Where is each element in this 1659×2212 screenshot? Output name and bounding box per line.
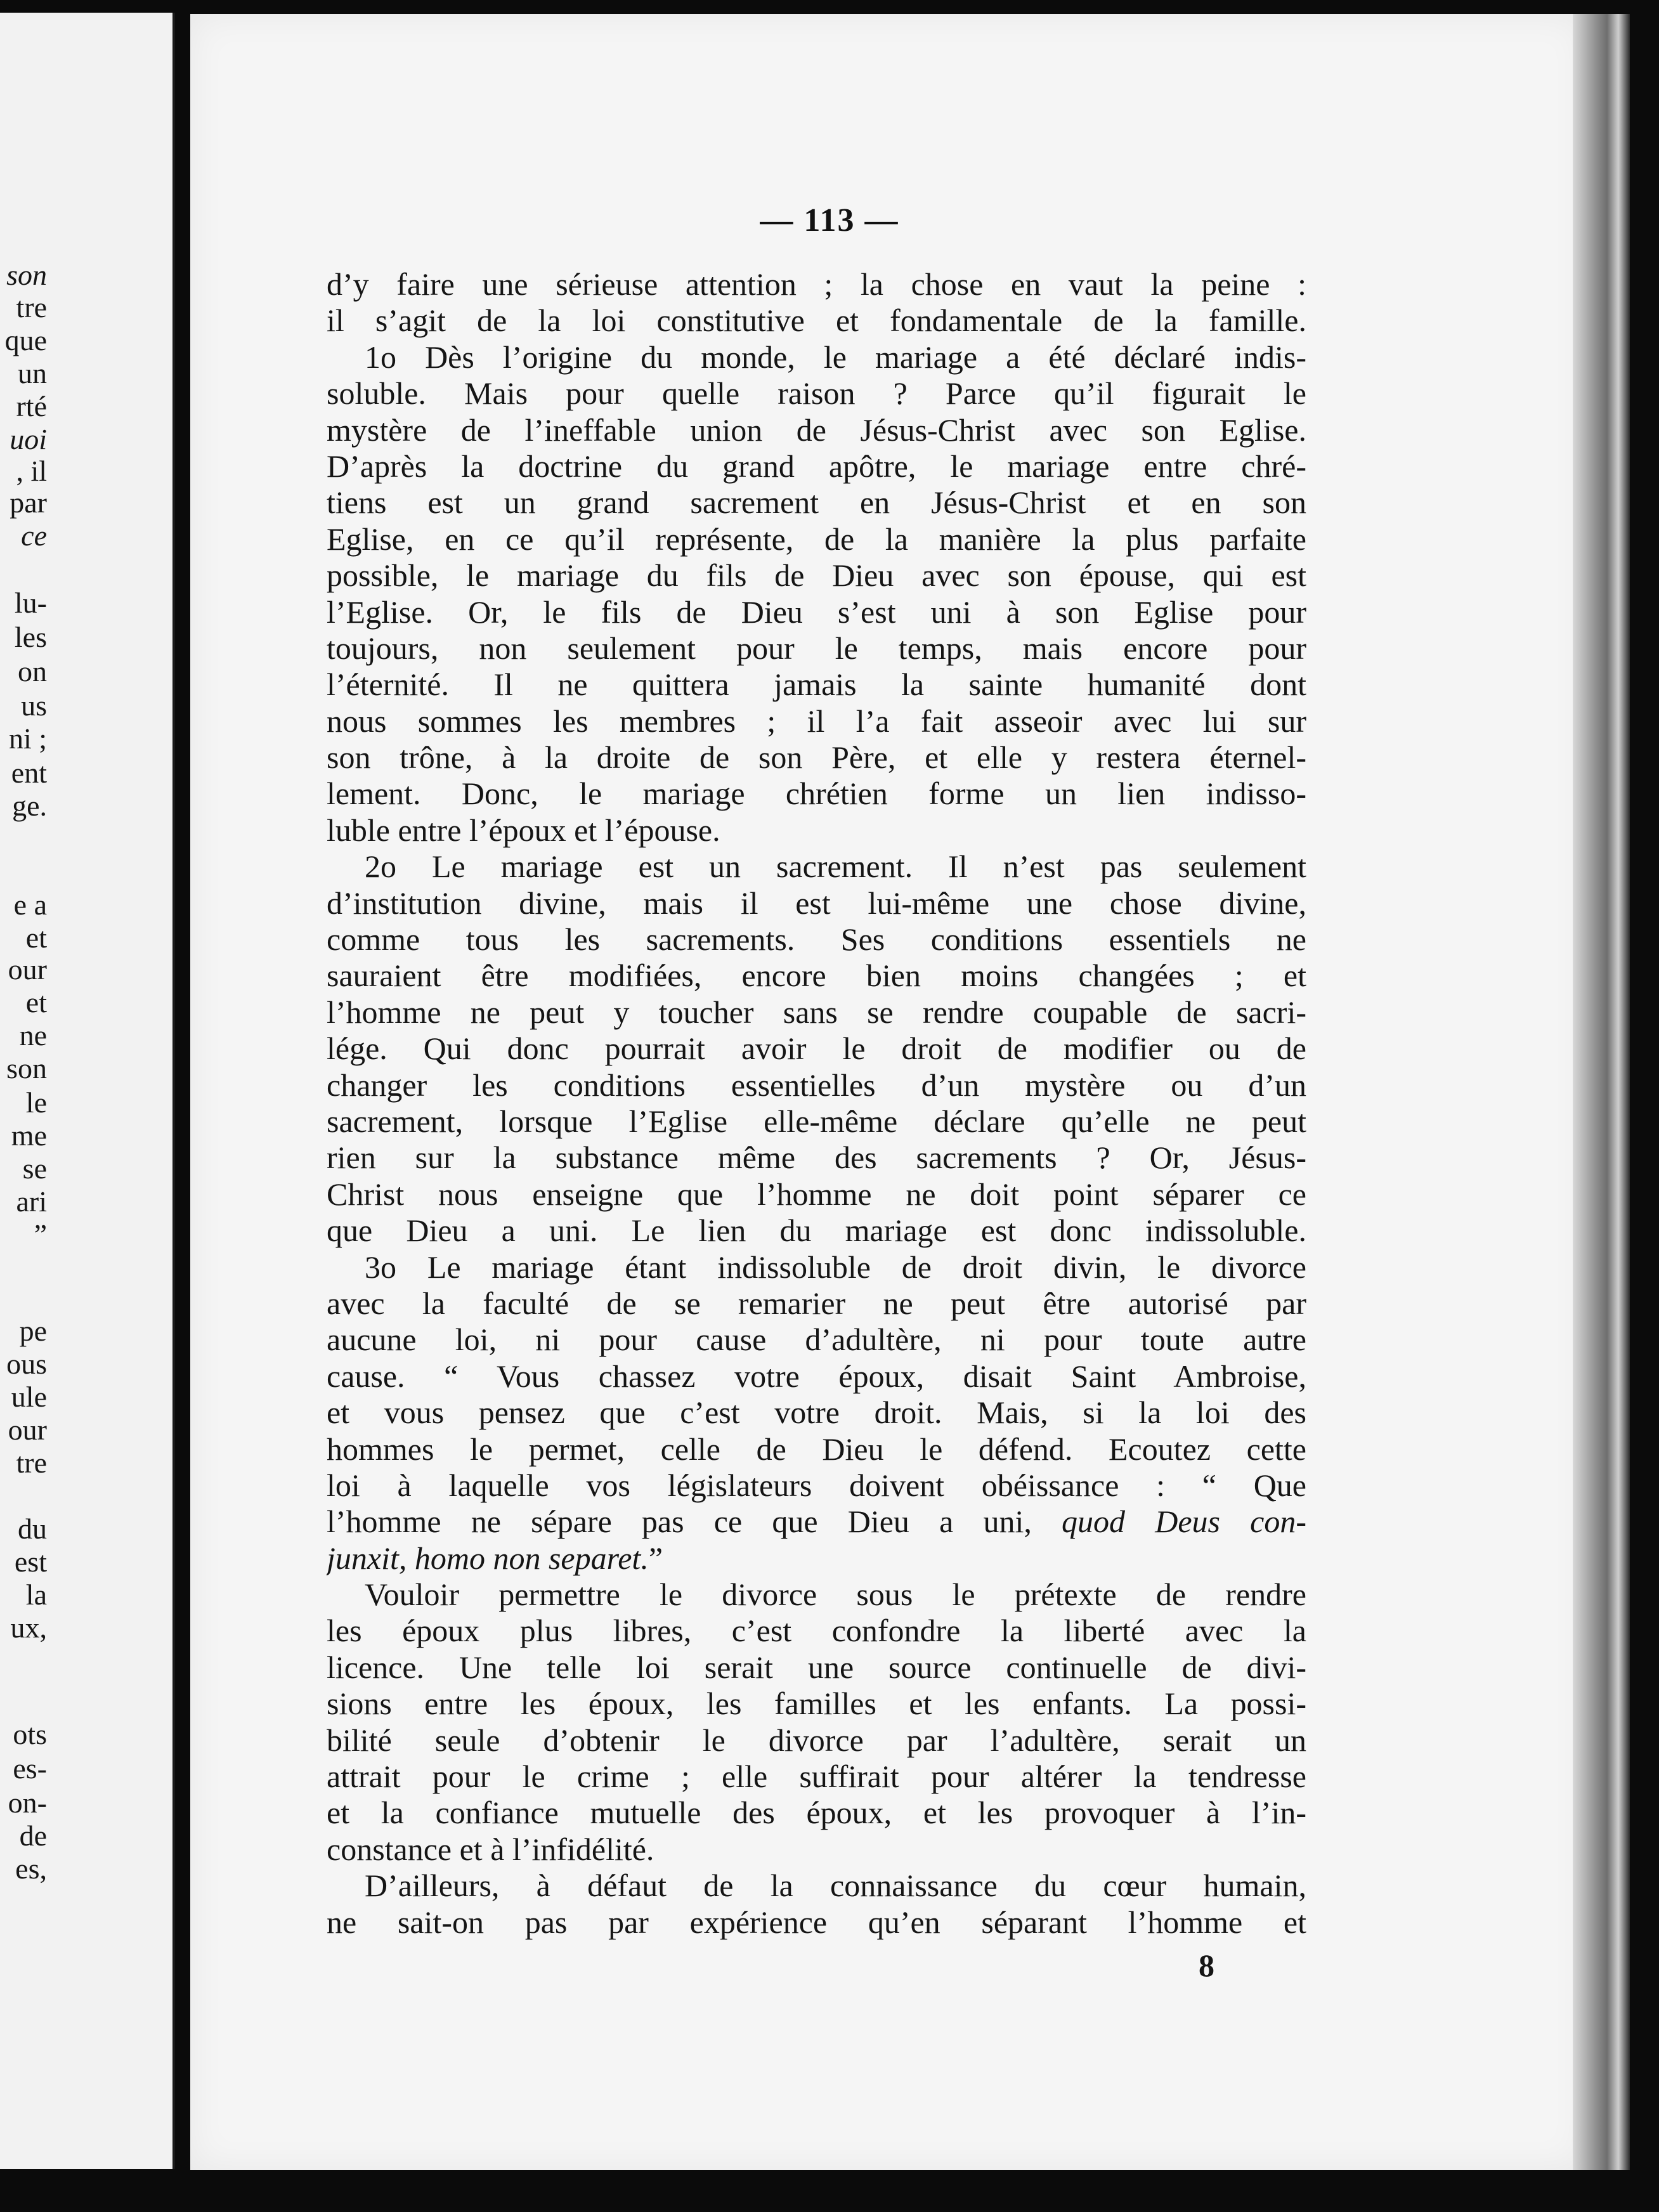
margin-fragment: un: [18, 357, 47, 389]
line-text: sauraient être modifiées, encore bien moins changées ; et: [327, 958, 1306, 994]
margin-fragment: est: [14, 1545, 47, 1578]
text-line: [327, 1577, 1306, 1613]
line-text: cause. “ Vous chassez votre époux, disait Saint Ambroise,: [327, 1358, 1306, 1394]
line-text: sions entre les époux, les familles et les enfants. La possi-: [327, 1686, 1306, 1722]
page-edge-shadow: [1573, 14, 1630, 2170]
text-line: [327, 921, 1306, 958]
text-line: [327, 1285, 1306, 1322]
text-line: [327, 521, 1306, 557]
line-text: possible, le mariage du fils de Dieu avec son épouse, qui est: [327, 557, 1306, 594]
line-text: d’institution divine, mais il est lui-même une chose divine,: [327, 885, 1306, 921]
text-line: [327, 557, 1306, 594]
margin-fragment: on: [18, 655, 47, 687]
margin-fragment: lu-: [14, 587, 47, 619]
text-line: [327, 1649, 1306, 1686]
text-line: [327, 703, 1306, 739]
margin-fragment: e a: [13, 888, 47, 921]
text-line: [327, 1759, 1306, 1795]
line-text: hommes le permet, celle de Dieu le défend. Ecoutez cette: [327, 1431, 1306, 1467]
text-line: [327, 375, 1306, 412]
text-line: [327, 594, 1306, 630]
line-text: tiens est un grand sacrement en Jésus-Christ et en son: [327, 485, 1306, 521]
line-text: il s’agit de la loi constitutive et fondamentale de la famille.: [327, 303, 1306, 339]
text-line: [327, 994, 1306, 1031]
line-text: d’y faire une sérieuse attention ; la chose en vaut la peine :: [327, 266, 1306, 302]
text-line: [327, 1031, 1306, 1067]
line-text: changer les conditions essentielles d’un mystère ou d’un: [327, 1067, 1306, 1103]
margin-fragment: ce: [21, 519, 47, 552]
signature-mark: 8: [1199, 1948, 1214, 1983]
text-line: [327, 303, 1306, 339]
line-text: lement. Donc, le mariage chrétien forme un lien indisso-: [327, 776, 1306, 812]
text-line: [327, 1395, 1306, 1431]
line-text: ne sait-on pas par expérience qu’en séparant l’homme et: [327, 1904, 1306, 1940]
line-text: D’ailleurs, à défaut de la connaissance du cœur humain,: [365, 1868, 1306, 1904]
margin-fragment: par: [10, 486, 47, 519]
margin-fragment: ule: [11, 1381, 47, 1413]
facing-page-fragment: [0, 13, 175, 2169]
margin-fragment: le: [25, 1086, 47, 1119]
line-text: aucune loi, ni pour cause d’adultère, ni pour toute autre: [327, 1322, 1306, 1358]
line-tail: ”: [648, 1540, 663, 1576]
page-body-text: [327, 266, 1306, 1941]
line-text: 3o Le mariage étant indissoluble de droit divin, le divorce: [365, 1249, 1306, 1285]
line-text: l’Eglise. Or, le fils de Dieu s’est uni à son Eglise pour: [327, 594, 1306, 630]
margin-fragment: tre: [16, 1447, 47, 1479]
text-line: [327, 1249, 1306, 1285]
margin-fragment: our: [8, 953, 47, 986]
margin-fragment: les: [14, 621, 47, 653]
text-line: [327, 1176, 1306, 1213]
margin-fragment: se: [22, 1152, 47, 1185]
margin-fragment: on-: [8, 1786, 47, 1819]
line-text: que Dieu a uni. Le lien du mariage est donc indissoluble.: [327, 1213, 1306, 1249]
text-line: [327, 1431, 1306, 1467]
text-line: [327, 1904, 1306, 1941]
margin-fragment: la: [25, 1578, 47, 1611]
margin-fragment: es,: [15, 1852, 47, 1885]
margin-fragment: que: [4, 324, 47, 356]
margin-fragment: et: [25, 986, 47, 1018]
line-text: mystère de l’ineffable union de Jésus-Christ avec son Eglise.: [327, 412, 1306, 448]
text-line: [327, 776, 1306, 812]
line-text: D’après la doctrine du grand apôtre, le mariage entre chré-: [327, 448, 1306, 484]
line-text: soluble. Mais pour quelle raison ? Parce qu’il figurait le: [327, 375, 1306, 412]
line-text: toujours, non seulement pour le temps, mais encore pour: [327, 630, 1306, 666]
margin-fragment: ge.: [12, 790, 47, 822]
margin-fragment: tre: [16, 291, 47, 323]
margin-fragment: du: [18, 1513, 47, 1545]
line-text: Vouloir permettre le divorce sous le prétexte de rendre: [365, 1577, 1306, 1613]
line-text: 2o Le mariage est un sacrement. Il n’est pas seulement: [365, 849, 1306, 885]
text-line: [327, 485, 1306, 521]
line-text: licence. Une telle loi serait une source continuelle de divi-: [327, 1649, 1306, 1685]
line-text: attrait pour le crime ; elle suffirait pour altérer la tendresse: [327, 1759, 1306, 1795]
line-text: constance et à l’infidélité.: [327, 1831, 654, 1867]
line-text: avec la faculté de se remarier ne peut être autorisé par: [327, 1285, 1306, 1321]
margin-fragment: ent: [11, 757, 47, 789]
margin-fragment: et: [25, 921, 47, 954]
margin-fragment: rté: [16, 390, 47, 422]
line-text: son trône, à la droite de son Père, et elle y restera éternel-: [327, 739, 1306, 776]
text-line: [327, 1831, 1306, 1868]
line-text: bilité seule d’obtenir le divorce par l’adultère, serait un: [327, 1722, 1306, 1758]
text-line: [327, 958, 1306, 994]
text-line: [327, 1868, 1306, 1904]
line-text: 1o Dès l’origine du monde, le mariage a été déclaré indis-: [365, 339, 1306, 375]
margin-fragment: son: [6, 1052, 47, 1084]
line-text: l’éternité. Il ne quittera jamais la sainte humanité dont: [327, 667, 1306, 703]
text-line: [327, 667, 1306, 703]
latin-quote: junxit, homo non separet.: [327, 1540, 649, 1576]
margin-fragment: ”: [34, 1218, 47, 1251]
line-text: Eglise, en ce qu’il représente, de la manière la plus parfaite: [327, 521, 1306, 557]
text-line: [327, 885, 1306, 921]
text-line: [327, 412, 1306, 448]
line-text: les époux plus libres, c’est confondre la liberté avec la: [327, 1613, 1306, 1649]
text-line: [327, 448, 1306, 485]
text-line: [327, 1722, 1306, 1759]
text-line: [327, 1213, 1306, 1249]
text-line: [327, 1140, 1306, 1176]
text-line: [327, 1358, 1306, 1395]
line-text: rien sur la substance même des sacrements ? Or, Jésus-: [327, 1140, 1306, 1176]
text-line: [327, 1467, 1306, 1504]
latin-quote: quod Deus con-: [1062, 1504, 1306, 1540]
page-number: — 113 —: [760, 202, 899, 238]
line-text: Christ nous enseigne que l’homme ne doit point séparer ce: [327, 1176, 1306, 1212]
line-text: nous sommes les membres ; il l’a fait asseoir avec lui sur: [327, 703, 1306, 739]
text-line: [327, 1613, 1306, 1649]
text-line: [327, 1322, 1306, 1358]
text-line: [327, 1504, 1306, 1540]
line-text: l’homme ne sépare pas ce que Dieu a uni,: [327, 1504, 1062, 1540]
margin-fragment: uoi: [10, 423, 47, 455]
line-text: l’homme ne peut y toucher sans se rendre coupable de sacri-: [327, 994, 1306, 1030]
text-line: [327, 1540, 1306, 1577]
margin-fragment: ari: [16, 1185, 47, 1218]
margin-fragment: , il: [16, 455, 47, 487]
margin-fragment: ux,: [10, 1611, 47, 1644]
text-line: [327, 812, 1306, 849]
text-line: [327, 339, 1306, 375]
line-text: et la confiance mutuelle des époux, et les provoquer à l’in-: [327, 1795, 1306, 1831]
text-line: [327, 739, 1306, 776]
margin-fragment: me: [11, 1119, 47, 1152]
margin-fragment: es-: [13, 1752, 47, 1785]
line-text: sacrement, lorsque l’Eglise elle-même déclare qu’elle ne peut: [327, 1103, 1306, 1139]
margin-fragment: ne: [19, 1019, 47, 1051]
margin-fragment: ous: [6, 1348, 47, 1380]
text-line: [327, 266, 1306, 303]
margin-fragment: pe: [19, 1315, 47, 1347]
margin-fragment: us: [21, 689, 47, 722]
text-line: [327, 849, 1306, 885]
margin-fragment: ni ;: [8, 722, 47, 755]
text-line: [327, 1067, 1306, 1103]
line-text: lége. Qui donc pourrait avoir le droit de modifier ou de: [327, 1031, 1306, 1067]
text-line: [327, 1795, 1306, 1831]
line-text: luble entre l’époux et l’épouse.: [327, 812, 720, 848]
margin-fragment: our: [8, 1414, 47, 1446]
text-line: [327, 630, 1306, 667]
line-text: et vous pensez que c’est votre droit. Mais, si la loi des: [327, 1395, 1306, 1431]
line-text: loi à laquelle vos législateurs doivent obéissance : “ Que: [327, 1467, 1306, 1503]
text-line: [327, 1103, 1306, 1140]
margin-fragment: son: [6, 259, 47, 291]
line-text: comme tous les sacrements. Ses conditions essentiels ne: [327, 921, 1306, 958]
margin-fragment: ots: [13, 1718, 47, 1750]
margin-fragment: de: [19, 1819, 47, 1852]
text-line: [327, 1686, 1306, 1722]
